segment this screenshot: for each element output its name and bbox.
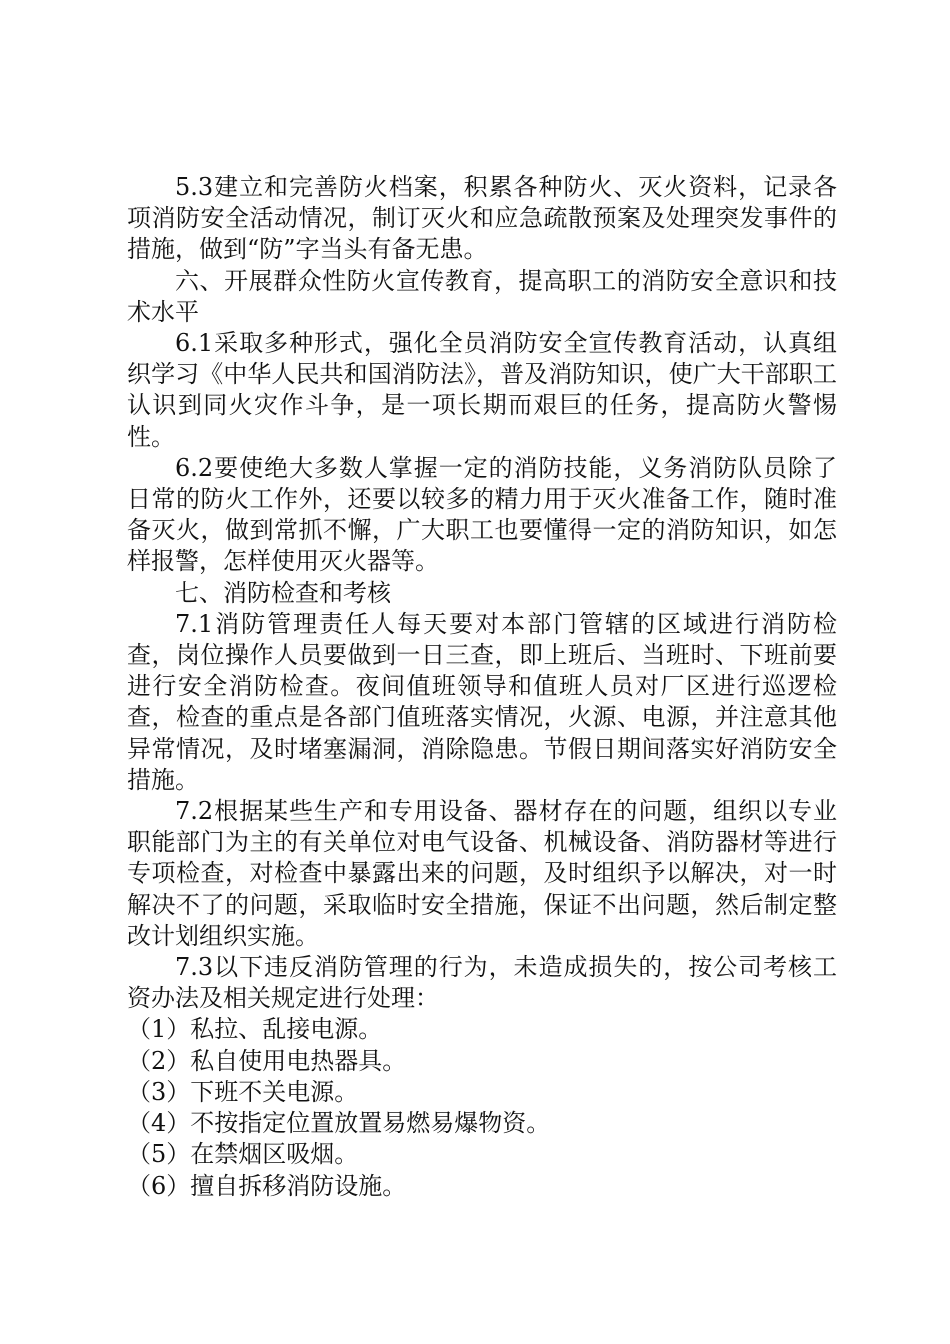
paragraph-7-1: 7.1消防管理责任人每天要对本部门管辖的区域进行消防检查，岗位操作人员要做到一日三查，即上班后、当班时、下班前要进行安全消防检查。夜间值班领导和值班人员对厂区进行巡逻检查，检查的重点是各部门值班落实情况，火源、电源，并注意其他异常情况，及时堵塞漏洞，消除隐患。节假日期间落实好消防安全措施。 (127, 609, 837, 794)
list-item: （3）下班不关电源。 (127, 1077, 359, 1106)
paragraph-6-1: 6.1采取多种形式，强化全员消防安全宣传教育活动，认真组织学习《中华人民共和国消防法》，普及消防知识，使广大干部职工认识到同火灾作斗争，是一项长期而艰巨的任务，提高防火警惕性。 (127, 329, 837, 451)
section-heading-7: 七、消防检查和考核 (175, 578, 391, 607)
paragraph-7-3: 7.3以下违反消防管理的行为，未造成损失的，按公司考核工资办法及相关规定进行处理： (127, 953, 837, 1013)
paragraph-5-3: 5.3建立和完善防火档案，积累各种防火、灭火资料，记录各项消防安全活动情况，制订灭火和应急疏散预案及处理突发事件的措施，做到“防”字当头有备无患。 (127, 173, 837, 264)
paragraph-6-2: 6.2要使绝大多数人掌握一定的消防技能，义务消防队员除了日常的防火工作外，还要以较多的精力用于灭火准备工作，随时准备灭火，做到常抓不懈，广大职工也要懂得一定的消防知识，如怎样报警，怎样使用灭火器等。 (127, 453, 837, 576)
paragraph-7-2: 7.2根据某些生产和专用设备、器材存在的问题，组织以专业职能部门为主的有关单位对电气设备、机械设备、消防器材等进行专项检查，对检查中暴露出来的问题，及时组织予以解决，对一时解决不了的问题，采取临时安全措施，保证不出问题，然后制定整改计划组织实施。 (127, 797, 837, 950)
document-body (127, 172, 837, 1202)
list-item: （6）擅自拆移消防设施。 (127, 1171, 407, 1200)
list-item: （5）在禁烟区吸烟。 (127, 1140, 359, 1169)
list-item: （2）私自使用电热器具。 (127, 1046, 407, 1075)
section-heading-6: 六、开展群众性防火宣传教育，提高职工的消防安全意识和技术水平 (127, 266, 837, 326)
list-item: （4）不按指定位置放置易燃易爆物资。 (127, 1109, 551, 1138)
list-item: （1）私拉、乱接电源。 (127, 1015, 383, 1044)
